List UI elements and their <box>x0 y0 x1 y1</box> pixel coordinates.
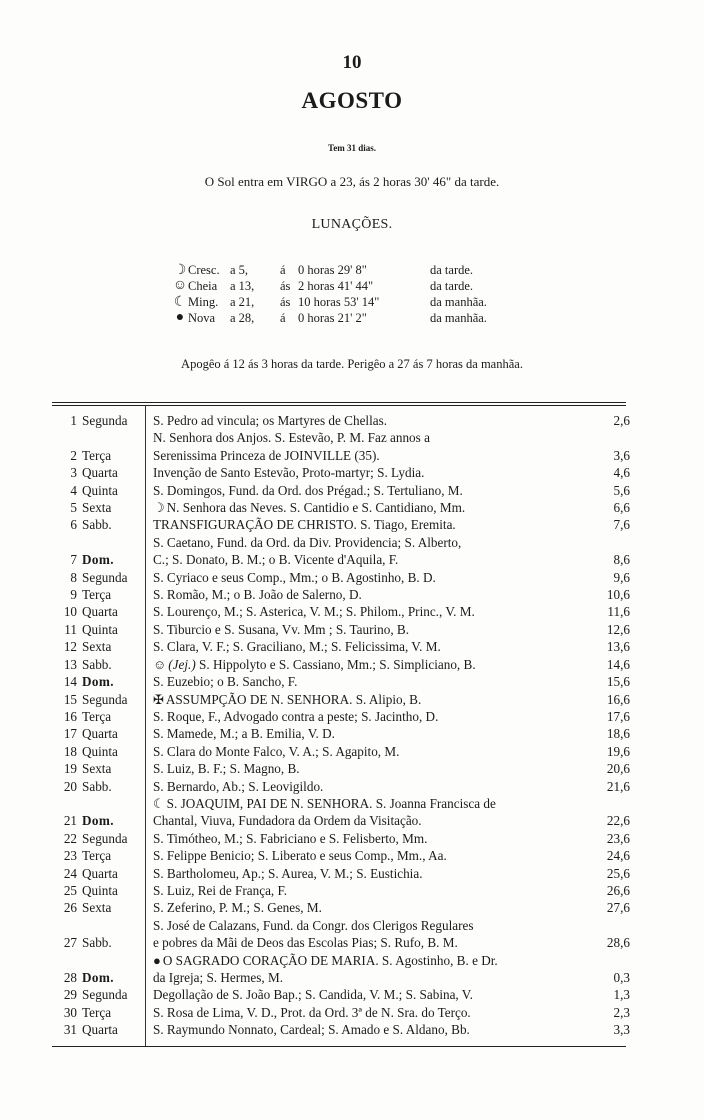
lunation-date: a 28, <box>230 310 255 325</box>
weekday: Sexta <box>82 639 112 655</box>
saints-entry <box>147 952 575 987</box>
weekday: Segunda <box>82 987 128 1003</box>
moon-phase-icon: ☾ <box>173 294 187 310</box>
lunation-row <box>172 278 487 294</box>
day-number: 18 <box>63 743 77 759</box>
day-number: 26 <box>63 900 77 916</box>
moon-age-value: 22,6 <box>606 813 630 829</box>
moon-age-value: 8,6 <box>613 552 630 568</box>
table-top-rule <box>52 402 626 403</box>
lunation-at: á <box>280 262 286 277</box>
saints-text: Degollação de S. João Bap.; S. Candida, V. M.; S. Sabina, V. <box>153 987 473 1003</box>
saints-text: S. Luiz, B. F.; S. Magno, B. <box>153 761 300 777</box>
day-number: 5 <box>70 500 77 516</box>
saints-text: S. Domingos, Fund. da Ord. dos Prégad.; S. Tertuliano, M. <box>153 482 463 498</box>
weekday: Sabb. <box>82 656 112 672</box>
day-number: 1 <box>70 413 77 428</box>
lunation-date: a 5, <box>230 262 249 277</box>
day-number: 12 <box>63 639 77 655</box>
saints-entry <box>147 412 575 429</box>
weekday: Segunda <box>82 413 128 428</box>
feast-symbol-icon: ☽ <box>153 500 165 516</box>
day-number: 19 <box>63 761 77 777</box>
weekday: Terça <box>82 587 112 603</box>
calendar-row <box>54 847 634 864</box>
weekday: Quarta <box>82 465 118 481</box>
moon-age-value: 1,3 <box>613 987 630 1003</box>
saints-text: N. Senhora dos Anjos. S. Estevão, P. M. Faz annos a Serenissima Princeza de JOINVILLE (35). <box>153 430 430 463</box>
weekday: Quarta <box>82 1022 118 1038</box>
moon-age-value: 18,6 <box>606 726 630 742</box>
sun-entry-note: O Sol entra em VIRGO a 23, ás 2 horas 30' 46" da tarde. <box>204 174 500 189</box>
lunation-at: ás <box>280 278 291 293</box>
lunation-date: a 21, <box>230 294 255 309</box>
weekday: Segunda <box>82 830 128 846</box>
weekday: Dom. <box>82 970 114 985</box>
weekday: Quinta <box>82 882 118 898</box>
weekday: Sabb. <box>82 935 112 951</box>
moon-age-value: 17,6 <box>606 708 630 724</box>
lunation-row <box>172 262 487 278</box>
saints-entry <box>147 569 575 586</box>
saints-text: S. Rosa de Lima, V. D., Prot. da Ord. 3ª de N. Sra. do Terço. <box>153 1004 471 1020</box>
saints-text: N. Senhora das Neves. S. Cantidio e S. Cantidiano, Mm. <box>166 500 466 516</box>
day-number: 28 <box>63 970 77 985</box>
moon-age-value: 16,6 <box>606 691 630 707</box>
day-number: 27 <box>63 935 77 951</box>
table-bottom-rule <box>52 1046 626 1047</box>
saints-entry <box>147 482 575 499</box>
feast-symbol-icon: ● <box>153 952 161 968</box>
lunation-row <box>172 294 487 310</box>
day-number: 4 <box>70 482 77 498</box>
saints-text: S. José de Calazans, Fund. da Congr. dos Clerigos Regulares e pobres da Mãi de Deos das Escolas Pias; S. Rufo, B. M. <box>153 917 474 951</box>
day-number: 25 <box>63 882 77 898</box>
calendar-row <box>54 725 634 742</box>
moon-age-value: 2,3 <box>613 1004 630 1020</box>
saints-entry <box>147 725 575 742</box>
calendar-row <box>54 865 634 882</box>
moon-age-value: 20,6 <box>606 761 630 777</box>
saints-text: TRANSFIGURAÇÃO DE CHRISTO. S. Tiago, Eremita. <box>153 517 456 533</box>
calendar-row <box>54 986 634 1003</box>
weekday: Terça <box>82 1004 112 1020</box>
saints-text: S. Luiz, Rei de França, F. <box>153 882 288 898</box>
saints-text: S. Bartholomeu, Ap.; S. Aurea, V. M.; S. Eustichia. <box>153 865 423 881</box>
apsides-note: Apogêo á 12 ás 3 horas da tarde. Perigêo a 27 ás 7 horas da manhãa. <box>181 357 523 371</box>
calendar-row <box>54 499 634 516</box>
day-number: 11 <box>64 621 77 637</box>
saints-entry <box>147 795 575 830</box>
calendar-row <box>54 621 634 638</box>
saints-text: S. Caetano, Fund. da Ord. da Div. Providencia; S. Alberto, C.; S. Donato, B. M.; o B. Vicente d'Aquila, F. <box>153 534 462 568</box>
day-number: 24 <box>63 865 77 881</box>
calendar-row <box>54 464 634 481</box>
saints-text: Invenção de Santo Estevão, Proto-martyr; S. Lydia. <box>153 465 425 481</box>
moon-age-value: 5,6 <box>613 482 630 498</box>
moon-age-value: 25,6 <box>606 865 630 881</box>
day-number: 20 <box>63 778 77 794</box>
calendar-row <box>54 638 634 655</box>
saints-text: S. Clara, V. F.; S. Graciliano, M.; S. Felicissima, V. M. <box>153 639 441 655</box>
day-number: 22 <box>63 830 77 846</box>
saints-text: S. Bernardo, Ab.; S. Leovigildo. <box>153 778 324 794</box>
calendar-row <box>54 534 634 569</box>
lunation-period: da manhãa. <box>430 310 487 325</box>
moon-age-value: 2,6 <box>613 413 630 428</box>
weekday: Terça <box>82 708 112 724</box>
saints-entry <box>147 917 575 952</box>
moon-age-value: 21,6 <box>606 778 630 794</box>
moon-age-value: 19,6 <box>606 743 630 759</box>
saints-entry <box>147 882 575 899</box>
saints-entry <box>147 534 575 569</box>
moon-age-value: 24,6 <box>606 848 630 864</box>
saints-entry <box>147 673 575 690</box>
moon-age-value: 28,6 <box>606 935 630 951</box>
day-number: 23 <box>63 848 77 864</box>
saints-entry <box>147 1021 575 1038</box>
saints-text: ASSUMPÇÃO DE N. SENHORA. S. Alipio, B. <box>165 691 422 707</box>
calendar-table <box>54 412 634 1039</box>
moon-age-value: 7,6 <box>613 517 630 533</box>
calendar-row <box>54 917 634 952</box>
calendar-row <box>54 760 634 777</box>
calendar-row <box>54 830 634 847</box>
saints-text: S. Pedro ad vincula; os Martyres de Chellas. <box>153 413 388 428</box>
weekday: Sexta <box>82 761 112 777</box>
day-number: 7 <box>70 552 77 568</box>
day-number: 15 <box>63 691 77 707</box>
saints-entry <box>147 638 575 655</box>
saints-entry <box>147 499 575 516</box>
day-number: 21 <box>63 813 77 829</box>
moon-age-value: 14,6 <box>606 656 630 672</box>
saints-entry <box>147 429 575 464</box>
moon-phase-icon: ☽ <box>173 262 187 278</box>
saints-entry <box>147 865 575 882</box>
table-top-rule-thin <box>52 405 626 406</box>
saints-text: S. Romão, M.; o B. João de Salerno, D. <box>153 587 362 603</box>
day-number: 31 <box>63 1022 77 1038</box>
moon-phase-icon: ☺ <box>172 278 188 293</box>
calendar-row <box>54 691 634 708</box>
weekday: Segunda <box>82 691 128 707</box>
day-number: 30 <box>63 1004 77 1020</box>
day-number: 17 <box>63 726 77 742</box>
lunation-period: da tarde. <box>430 262 474 277</box>
saints-entry <box>147 778 575 795</box>
weekday: Quarta <box>82 726 118 742</box>
calendar-row <box>54 516 634 533</box>
lunation-period: da manhãa. <box>430 294 487 309</box>
saints-text: S. Euzebio; o B. Sancho, F. <box>153 674 298 690</box>
lunation-time: 0 horas 29' 8" <box>298 262 367 277</box>
saints-entry <box>147 586 575 603</box>
moon-age-value: 6,6 <box>613 500 630 516</box>
feast-symbol-icon: ✠ <box>153 691 164 707</box>
saints-text: S. Hippolyto e S. Cassiano, Mm.; S. Simpliciano, B. <box>195 656 476 672</box>
moon-age-value: 23,6 <box>606 830 630 846</box>
saints-text: S. Roque, F., Advogado contra a peste; S. Jacintho, D. <box>153 708 439 724</box>
weekday: Terça <box>82 848 112 864</box>
moon-age-value: 3,6 <box>613 447 630 463</box>
calendar-row <box>54 1021 634 1038</box>
lunation-phase: Nova <box>188 310 216 325</box>
calendar-row <box>54 1004 634 1021</box>
days-note: Tem 31 dias. <box>328 143 376 153</box>
weekday: Dom. <box>82 674 114 690</box>
moon-phase-icon: ● <box>175 310 185 325</box>
calendar-row <box>54 603 634 620</box>
saints-text: S. Raymundo Nonnato, Cardeal; S. Amado e S. Aldano, Bb. <box>153 1022 470 1038</box>
calendar-row <box>54 882 634 899</box>
saints-text: S. Clara do Monte Falco, V. A.; S. Agapito, M. <box>153 743 400 759</box>
weekday: Segunda <box>82 569 128 585</box>
lunation-date: a 13, <box>230 278 255 293</box>
saints-text: S. Lourenço, M.; S. Asterica, V. M.; S. Philom., Princ., V. M. <box>153 604 475 620</box>
page-number: 10 <box>342 52 362 73</box>
calendar-row <box>54 482 634 499</box>
saints-entry <box>147 708 575 725</box>
day-number: 29 <box>63 987 77 1003</box>
lunation-period: da tarde. <box>430 278 474 293</box>
calendar-row <box>54 656 634 673</box>
calendar-row <box>54 569 634 586</box>
day-number: 13 <box>63 656 77 672</box>
calendar-row <box>54 795 634 830</box>
lunation-row <box>172 310 487 326</box>
month-title: AGOSTO <box>301 88 403 113</box>
moon-age-value: 9,6 <box>613 569 630 585</box>
lunation-list <box>172 262 487 326</box>
weekday: Dom. <box>82 813 114 829</box>
moon-age-value: 15,6 <box>606 674 630 690</box>
saints-entry <box>147 743 575 760</box>
weekday: Quinta <box>82 621 118 637</box>
saints-entry <box>147 516 575 533</box>
weekday: Quarta <box>82 604 118 620</box>
lunation-phase: Cresc. <box>188 262 220 277</box>
day-number: 6 <box>70 517 77 533</box>
saints-text: O SAGRADO CORAÇÃO DE MARIA. S. Agostinho, B. e Dr. da Igreja; S. Hermes, M. <box>153 952 498 985</box>
saints-entry <box>147 621 575 638</box>
calendar-row <box>54 412 634 429</box>
day-number: 16 <box>63 708 77 724</box>
lunation-heading: LUNAÇÕES. <box>311 217 393 232</box>
moon-age-value: 10,6 <box>606 587 630 603</box>
saints-entry <box>147 603 575 620</box>
moon-age-value: 11,6 <box>607 604 630 620</box>
saints-entry <box>147 656 575 673</box>
moon-age-value: 4,6 <box>613 465 630 481</box>
weekday: Sabb. <box>82 517 112 533</box>
saints-text: S. Tiburcio e S. Susana, Vv. Mm ; S. Taurino, B. <box>153 621 410 637</box>
lunation-at: ás <box>280 294 291 309</box>
moon-age-value: 27,6 <box>606 900 630 916</box>
calendar-row <box>54 743 634 760</box>
moon-age-value: 13,6 <box>606 639 630 655</box>
feast-symbol-icon: ☾ <box>153 795 165 811</box>
day-number: 9 <box>70 587 77 603</box>
saints-text: S. Felippe Benicio; S. Liberato e seus Comp., Mm., Aa. <box>153 848 447 864</box>
calendar-row <box>54 586 634 603</box>
day-number: 3 <box>70 465 77 481</box>
saints-entry <box>147 899 575 916</box>
weekday: Quinta <box>82 482 118 498</box>
saints-entry <box>147 691 575 708</box>
moon-age-value: 3,3 <box>613 1022 630 1038</box>
weekday: Sexta <box>82 500 112 516</box>
day-number: 8 <box>70 569 77 585</box>
weekday: Dom. <box>82 552 114 568</box>
calendar-row <box>54 778 634 795</box>
moon-age-value: 26,6 <box>606 882 630 898</box>
moon-age-value: 12,6 <box>606 621 630 637</box>
weekday: Terça <box>82 447 112 463</box>
moon-age-value: 0,3 <box>613 970 630 985</box>
lunation-phase: Ming. <box>188 294 219 309</box>
saints-text: S. Cyriaco e seus Comp., Mm.; o B. Agostinho, B. D. <box>153 569 436 585</box>
weekday: Sexta <box>82 900 112 916</box>
calendar-row <box>54 673 634 690</box>
lunation-time: 2 horas 41' 44" <box>298 278 374 293</box>
calendar-row <box>54 899 634 916</box>
weekday: Quarta <box>82 865 118 881</box>
day-number: 10 <box>63 604 77 620</box>
calendar-row <box>54 952 634 987</box>
weekday: Sabb. <box>82 778 112 794</box>
day-number: 2 <box>70 447 77 463</box>
saints-entry <box>147 830 575 847</box>
saints-text: S. Timótheo, M.; S. Fabriciano e S. Felisberto, Mm. <box>153 830 428 846</box>
weekday: Quinta <box>82 743 118 759</box>
saints-entry <box>147 760 575 777</box>
saints-text: S. Mamede, M.; a B. Emilia, V. D. <box>153 726 335 742</box>
day-number: 14 <box>63 674 77 690</box>
lunation-at: á <box>280 310 286 325</box>
saints-entry <box>147 986 575 1003</box>
saints-entry <box>147 464 575 481</box>
saints-text: S. JOAQUIM, PAI DE N. SENHORA. S. Joanna Francisca de Chantal, Viuva, Fundadora da Ordem da Visitação. <box>153 795 496 829</box>
fast-note: (Jej.) <box>168 656 196 672</box>
calendar-row <box>54 429 634 464</box>
lunation-time: 10 horas 53' 14" <box>298 294 380 309</box>
lunation-time: 0 horas 21' 2" <box>298 310 367 325</box>
calendar-row <box>54 708 634 725</box>
saints-entry <box>147 847 575 864</box>
saints-entry <box>147 1004 575 1021</box>
lunation-phase: Cheia <box>188 278 218 293</box>
feast-symbol-icon: ☺ <box>153 656 167 672</box>
saints-text: S. Zeferino, P. M.; S. Genes, M. <box>153 900 322 916</box>
